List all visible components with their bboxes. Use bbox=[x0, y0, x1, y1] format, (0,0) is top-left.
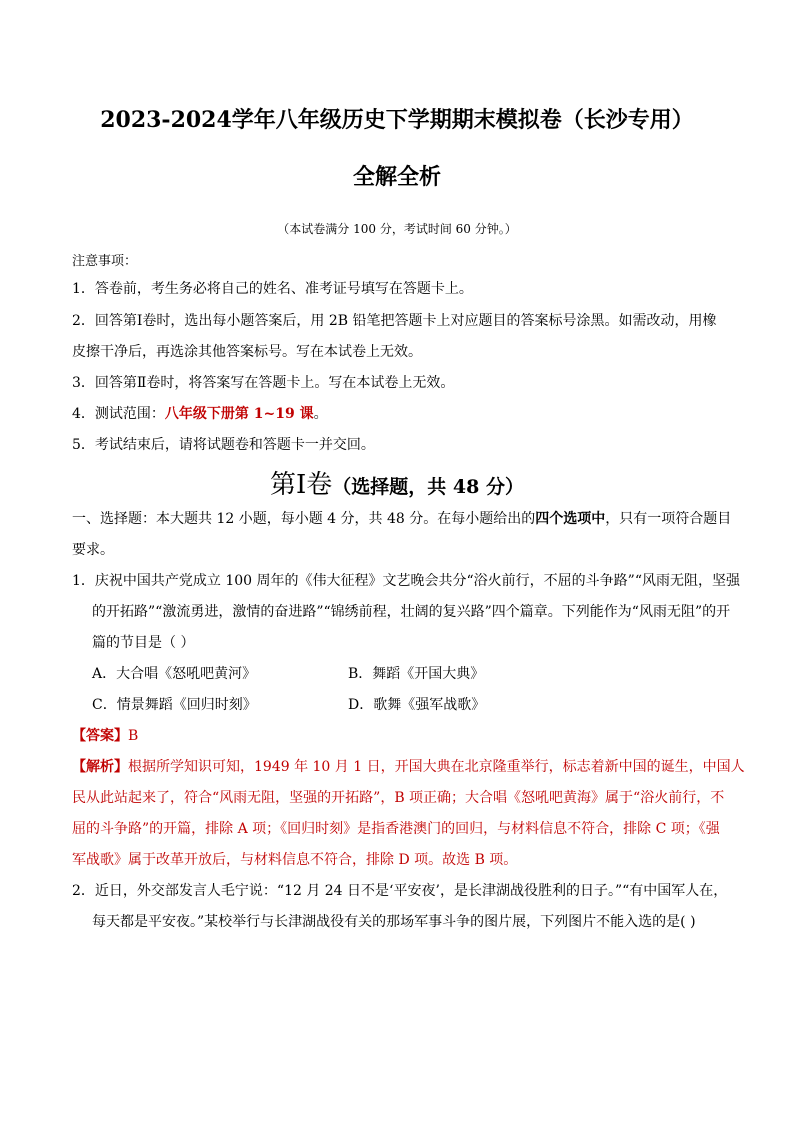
q1-analysis-line-1 bbox=[72, 756, 745, 776]
q1-analysis-line-4: 军战歌》属于改革开放后，与材料信息不符合，排除 D 项。故选 B 项。 bbox=[72, 852, 518, 868]
exam-note: （本试卷满分 100 分，考试时间 60 分钟。） bbox=[277, 222, 517, 236]
notice-item-4-suffix: 。 bbox=[313, 406, 328, 422]
instruction-a: 一、选择题：本大题共 12 小题，每小题 4 分，共 48 分。在每小题给出的 bbox=[72, 511, 536, 527]
q1-line-2: 的开拓路”“激流勇进，激情的奋进路”“锦绣前程，壮阔的复兴路”四个篇章。下列能作为“风雨无阻”的开 bbox=[92, 604, 731, 620]
notice-item-4-prefix: 4．测试范围： bbox=[72, 406, 165, 422]
q1-option-b: B．舞蹈《开国大典》 bbox=[348, 666, 485, 682]
q1-option-d: D．歌舞《强军战歌》 bbox=[348, 697, 486, 713]
q1-analysis-line-2: 民从此站起来了，符合“风雨无阻，坚强的开拓路”，B 项正确；大合唱《怒吼吧黄海》属于“浴火前行，不 bbox=[72, 790, 725, 806]
q2-line-1: 2．近日，外交部发言人毛宁说：“12 月 24 日不是‘平安夜’，是长津湖战役胜利的日子。”“有中国军人在， bbox=[72, 883, 728, 899]
q1-analysis-1b: 1949 年 10 月 1 日， bbox=[254, 759, 395, 775]
q1-answer bbox=[72, 725, 138, 745]
notice-item-2a: 2．回答第Ⅰ卷时，选出每小题答案后，用 2B 铅笔把答题卡上对应题目的答案标号涂黑。如需改动，用橡 bbox=[72, 313, 717, 329]
page-title: 2023-2024学年八年级历史下学期期末模拟卷（长沙专用） bbox=[100, 107, 694, 133]
notice-item-1: 1．答卷前，考生务必将自己的姓名、准考证号填写在答题卡上。 bbox=[72, 281, 473, 297]
q1-analysis-1c: 开国大典在北京隆重举行，标志着新中国的诞生，中国人 bbox=[394, 759, 745, 775]
q1-analysis-line-3: 屈的斗争路”的开篇，排除 A 项；《回归时刻》是指香港澳门的回归，与材料信息不符合，排除 C 项；《强 bbox=[72, 821, 720, 837]
section-title-sub: （选择题，共 48 分） bbox=[332, 476, 524, 498]
q1-analysis-label: 【解析】 bbox=[72, 759, 128, 775]
notice-item-5: 5．考试结束后，请将试题卷和答题卡一并交回。 bbox=[72, 437, 375, 453]
q1-answer-value: B bbox=[128, 728, 139, 744]
q1-option-c: C．情景舞蹈《回归时刻》 bbox=[92, 697, 257, 713]
q2-line-2: 每天都是平安夜。”某校举行与长津湖战役有关的那场军事斗争的图片展，下列图片不能入选的是( ) bbox=[92, 914, 696, 930]
q1-option-a: A．大合唱《怒吼吧黄河》 bbox=[92, 666, 257, 682]
q1-line-3: 篇的节目是（ ） bbox=[92, 635, 195, 651]
instruction-line-2: 要求。 bbox=[72, 542, 114, 558]
notice-item-3: 3．回答第Ⅱ卷时，将答案写在答题卡上。写在本试卷上无效。 bbox=[72, 375, 455, 391]
section-title bbox=[0, 464, 794, 501]
page-subtitle: 全解全析 bbox=[352, 164, 441, 190]
notice-item-4-range: 八年级下册第 1~19 课 bbox=[164, 406, 314, 422]
notice-heading: 注意事项： bbox=[72, 254, 138, 269]
instruction-b: 四个选项中 bbox=[535, 511, 606, 527]
notice-item-2b: 皮擦干净后，再选涂其他答案标号。写在本试卷上无效。 bbox=[72, 344, 422, 360]
instruction-line-1 bbox=[72, 508, 731, 528]
section-title-main: 第Ⅰ卷 bbox=[270, 470, 333, 500]
q1-analysis-1a: 根据所学知识可知， bbox=[128, 759, 254, 775]
instruction-c: ，只有一项符合题目 bbox=[605, 511, 732, 527]
q1-line-1: 1．庆祝中国共产党成立 100 周年的《伟大征程》文艺晚会共分“浴火前行，不屈的斗争路”“风雨无阻，坚强 bbox=[72, 573, 740, 589]
q1-answer-label: 【答案】 bbox=[72, 728, 128, 744]
notice-item-4 bbox=[72, 403, 328, 423]
